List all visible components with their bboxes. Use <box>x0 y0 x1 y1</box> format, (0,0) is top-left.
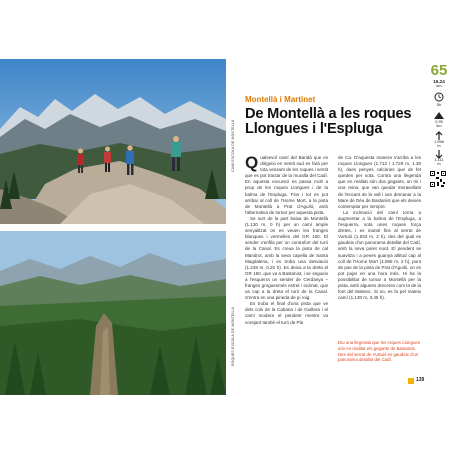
ascent-icon <box>433 110 445 120</box>
drop-cap: Q <box>245 153 259 172</box>
time-value: 5h <box>436 103 442 107</box>
valley-rocks-photo <box>0 231 226 395</box>
highlight-note: Diu una llegenda que les roques Llongues són en realitat els gegants de Bastanist. Des del serrat de Vurtuió es gaudeix d'un panorama detallat del Cadí. <box>338 340 421 363</box>
article-title: De Montellà a les roques Llongues i l'Espluga <box>245 106 412 137</box>
paragraph-1: Qualsevol camí del Baridà que es dirigeixi en sentit sud es farà per tota vessant de les roques i sentit que es pot tractar de la muralla del Cadí. En aquesta excursió es passa molt a prop de les roques Llongues i de la balma de l'Espluga. Fins i tot es pot arribar al coll de l'Home Mort, a la pista de Montellà a Prat d'Aguiló, amb l'alternativa de tornar per aquesta pista. <box>245 153 328 215</box>
ascent-value: 0,95 km <box>435 120 443 129</box>
distance-value: 16,24 km <box>433 79 445 89</box>
photo-bottom-caption: ROQUES ESCOLA DE MONTELLÀ <box>231 306 235 366</box>
photo-top-caption: CAMÍ ESCOLA DE MONTELLÀ <box>231 119 235 172</box>
body-column-left <box>245 155 328 326</box>
qr-code-icon[interactable] <box>429 170 447 188</box>
article-kicker: Montellà i Martinet <box>245 95 316 104</box>
body-column-right <box>338 155 421 301</box>
paragraph-4: de Ca. D'aquesta manera s'arriba a les roques Llongues (1.712 / 1.729 m, 1.30 h), dues penyes calcàries que de fet queden per sota. Contra una llegenda que en realitat són dos gegants, un mi i una reina, que van quedar meravellats de l'encant de la vall i van demanar a la Mare de Déu de Bastanist que els deixés contemplar per sempre. <box>338 155 421 209</box>
altitude-min-value: 1.111 m <box>434 158 444 167</box>
paragraph-3: Es troba el final d'una pista que ve dels cols de la Cabana i de Guillera i el camí modera el pendent mentre va vorejant també el turó de Pla <box>245 301 328 325</box>
hikers-mountain-photo <box>0 59 226 224</box>
paragraph-5: La inclinació del camí torna a augmentar a la balma de l'Espluga, a l'esquerra, sota unes roques força dretes, i es manté fins al serrat de Vurtuió (1.833 m, 2 h), des del qual es gaudeix d'un panorama detallat del Cadí, amb la seva paret nord. El pendent se suavitza i a penes guanya altitud cap al coll de l'Home Mort (1.855 m, 2 h), punt de pas de la pista de Prat d'Aguiló, on es pot pujar en una hora més. Hi ha la possibilitat de tornar a Montellà per la pista, amb algunes dreceres com la de la font del Malenic. Si no, es fa pel mateix camí (1.130 m, 3.45 h). <box>338 209 421 301</box>
paragraph-2: Se surt de la part baixa de Montellà (1.130 m, 0 h) per un camí ample senyalitzat on es veuen les franges blanques i vermelles del GR 150. El sender s'enfila per un contrafort del turó de la Canal. Es creua la pista de cal Mandrot, amb la seva capella de Santa Magdalena, i es troba una desviació (1.249 m, 0.20 h). Es deixa a la dreta el GR 150, que va a Bastanist, i se segueix a l'esquerra un sender de Cerdanya –franges groguesmés estret i inclinat, que va cap a la dreta el turó de la Canal. S'entra en una pineda de pi roig. <box>245 215 328 301</box>
page-number: 139 <box>416 377 425 383</box>
footer-color-tag <box>408 378 414 384</box>
altitude-max-value: 1.998 m <box>434 140 444 149</box>
route-number: 65 <box>430 62 448 79</box>
clock-icon <box>433 92 445 102</box>
